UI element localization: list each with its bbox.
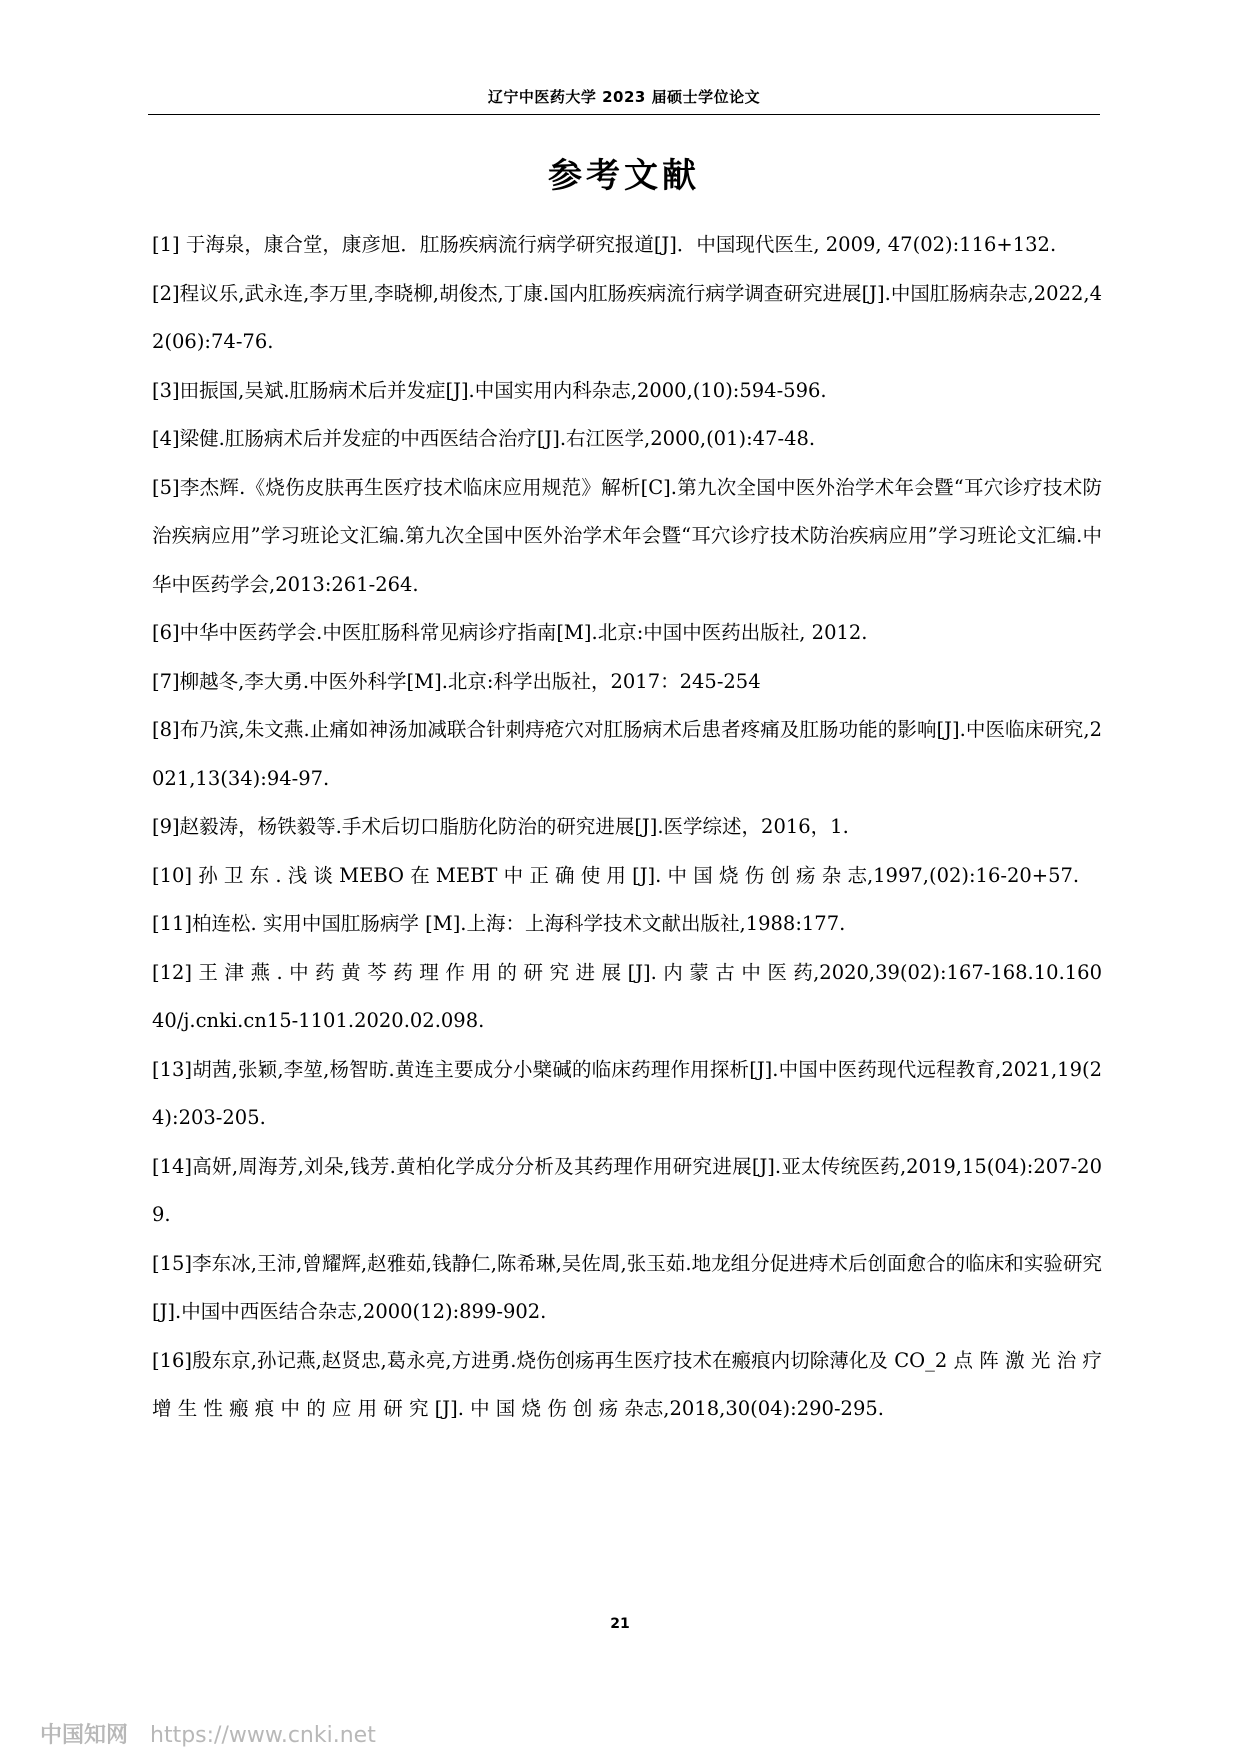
page-number: 21 [610, 1616, 630, 1632]
reference-15: [15]李东冰,王沛,曾耀辉,赵雅茹,钱静仁,陈希琳,吴佐周,张玉茹.地龙组分促进痔术后创面愈合的临床和实验研究[J].中国中西医结合杂志,2000(12):899-902. [152, 1251, 1102, 1323]
reference-14: [14]高妍,周海芳,刘朵,钱芳.黄柏化学成分分析及其药理作用研究进展[J].亚太传统医药,2019,15(04):207-209. [152, 1154, 1102, 1226]
reference-5: [5]李杰辉.《烧伤皮肤再生医疗技术临床应用规范》解析[C].第九次全国中医外治学术年会暨“耳穴诊疗技术防治疾病应用”学习班论文汇编.第九次全国中医外治学术年会暨“耳穴诊疗技术防治疾病应用”学习班论文汇编.中华中医药学会,2013:261-264. [152, 475, 1102, 596]
reference-1: [1] 于海泉，康合堂，康彦旭．肛肠疾病流行病学研究报道[J]．中国现代医生, 2009, 47(02):116+132. [152, 233, 1057, 256]
reference-16: [16]殷东京,孙记燕,赵贤忠,葛永亮,方进勇.烧伤创疡再生医疗技术在瘢痕内切除薄化及 CO_2 点 阵 激 光 治 疗 增 生 性 瘢 痕 中 的 应 用 研 究 [J]. 中 国 烧 伤 创 疡 杂志,2018,30(04):290-295. [152, 1348, 1102, 1420]
reference-13: [13]胡茜,张颖,李堃,杨智昉.黄连主要成分小檗碱的临床药理作用探析[J].中国中医药现代远程教育,2021,19(24):203-205. [152, 1057, 1102, 1129]
running-header: 辽宁中医药大学 2023 届硕士学位论文 [487, 88, 761, 106]
watermark [40, 1718, 376, 1749]
watermark-url: https://www.cnki.net [150, 1723, 376, 1748]
reference-6: [6]中华中医药学会.中医肛肠科常见病诊疗指南[M].北京:中国中医药出版社, 2012. [152, 621, 868, 644]
reference-2: [2]程议乐,武永连,李万里,李晓柳,胡俊杰,丁康.国内肛肠疾病流行病学调查研究进展[J].中国肛肠病杂志,2022,42(06):74-76. [152, 281, 1102, 353]
reference-3: [3]田振国,吴斌.肛肠病术后并发症[J].中国实用内科杂志,2000,(10):594-596. [152, 378, 827, 402]
reference-11: [11]柏连松. 实用中国肛肠病学 [M].上海：上海科学技术文献出版社,1988:177. [152, 912, 846, 935]
reference-12: [12] 王 津 燕 . 中 药 黄 芩 药 理 作 用 的 研 究 进 展 [J]. 内 蒙 古 中 医 药,2020,39(02):167-168.10.16040/j.cnki.cn15-1101.2020.02.098. [152, 960, 1102, 1032]
reference-4: [4]梁健.肛肠病术后并发症的中西医结合治疗[J].右江医学,2000,(01):47-48. [152, 427, 816, 450]
reference-list [152, 221, 1102, 1434]
reference-8: [8]布乃滨,朱文燕.止痛如神汤加减联合针刺痔疮穴对肛肠病术后患者疼痛及肛肠功能的影响[J].中医临床研究,2021,13(34):94-97. [152, 718, 1102, 790]
reference-9: [9]赵毅涛，杨铁毅等.手术后切口脂肪化防治的研究进展[J].医学综述，2016，1. [152, 815, 849, 838]
page-title: 参考文献 [548, 156, 700, 196]
reference-10: [10] 孙 卫 东 . 浅 谈 MEBO 在 MEBT 中 正 确 使 用 [J]. 中 国 烧 伤 创 疡 杂 志,1997,(02):16-20+57. [152, 863, 1080, 887]
reference-7: [7]柳越冬,李大勇.中医外科学[M].北京:科学出版社，2017：245-254 [152, 669, 761, 693]
watermark-brand: 中国知网 [40, 1723, 129, 1748]
header-rule [148, 114, 1100, 115]
